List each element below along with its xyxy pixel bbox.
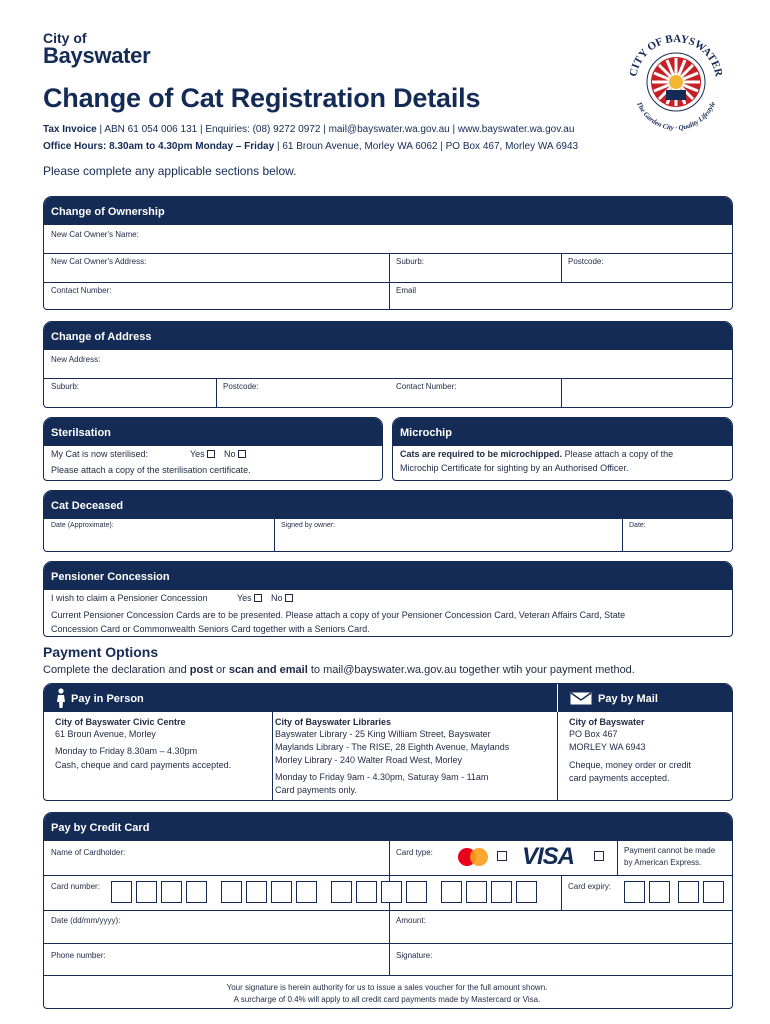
card-digit-box[interactable] bbox=[381, 881, 402, 903]
office-hours-label: Office Hours: 8.30am to 4.30pm Monday – Friday bbox=[43, 141, 275, 152]
deceased-section bbox=[43, 490, 733, 552]
card-digit-box[interactable] bbox=[221, 881, 242, 903]
amex-note-line1: Payment cannot be made bbox=[624, 846, 716, 855]
tax-info-line bbox=[43, 124, 574, 135]
card-digit-box[interactable] bbox=[466, 881, 487, 903]
payment-instr-post: post bbox=[189, 664, 213, 676]
deceased-title: Cat Deceased bbox=[44, 491, 732, 519]
sterilised-no-checkbox[interactable] bbox=[238, 450, 246, 458]
sterilised-yes-checkbox[interactable] bbox=[207, 450, 215, 458]
deceased-date-field[interactable] bbox=[45, 520, 273, 552]
office-hours-line bbox=[43, 141, 578, 152]
civic-centre-address: 61 Broun Avenue, Morley bbox=[55, 729, 156, 739]
microchip-line2: Microchip Certificate for sighting by an Authorised Officer. bbox=[400, 463, 629, 473]
card-digit-box[interactable] bbox=[331, 881, 352, 903]
envelope-icon bbox=[570, 692, 592, 705]
mail-payment-line2: card payments accepted. bbox=[569, 773, 670, 783]
intro-text: Please complete any applicable sections below. bbox=[43, 164, 297, 178]
sterilised-yes-label: Yes bbox=[190, 449, 205, 459]
payment-methods-section bbox=[43, 683, 733, 801]
office-address-text: | 61 Broun Avenue, Morley WA 6062 | PO Box 467, Morley WA 6943 bbox=[276, 141, 579, 152]
owner-address-label: New Cat Owner's Address: bbox=[51, 257, 147, 266]
pensioner-yes-checkbox[interactable] bbox=[254, 594, 262, 602]
mastercard-checkbox[interactable] bbox=[497, 851, 507, 861]
deceased-date2-field[interactable] bbox=[623, 520, 733, 552]
pensioner-yes-option[interactable] bbox=[237, 593, 262, 603]
signature-field[interactable] bbox=[390, 944, 733, 974]
card-digit-box[interactable] bbox=[136, 881, 157, 903]
owner-postcode-label: Postcode: bbox=[568, 257, 604, 266]
owner-email-label: Email bbox=[396, 286, 417, 295]
expiry-digit-box[interactable] bbox=[624, 881, 645, 903]
credit-card-title: Pay by Credit Card bbox=[44, 813, 732, 841]
microchip-section bbox=[392, 417, 733, 481]
microchip-line1 bbox=[400, 449, 673, 459]
pensioner-note-line2: Concession Card or Commonwealth Seniors Card together with a Seniors Card. bbox=[51, 624, 370, 634]
surcharge-note: A surcharge of 0.4% will apply to all credit card payments made by Mastercard or Visa. bbox=[233, 995, 541, 1004]
amount-label: Amount: bbox=[396, 916, 426, 925]
deceased-date-label: Date (Approximate): bbox=[51, 522, 114, 529]
card-digit-box[interactable] bbox=[491, 881, 512, 903]
address-suburb-label: Suburb: bbox=[51, 382, 80, 391]
deceased-date2-label: Date: bbox=[629, 522, 646, 529]
card-digit-box[interactable] bbox=[516, 881, 537, 903]
sterilisation-note: Please attach a copy of the sterilisation certificate. bbox=[51, 465, 251, 475]
date-label: Date (dd/mm/yyyy): bbox=[51, 916, 121, 925]
card-digit-box[interactable] bbox=[441, 881, 462, 903]
card-digit-box[interactable] bbox=[186, 881, 207, 903]
credit-card-section bbox=[43, 812, 733, 1009]
pay-in-person-title: Pay in Person bbox=[71, 693, 144, 705]
civic-centre-hours: Monday to Friday 8.30am – 4.30pm bbox=[55, 746, 198, 756]
address-postcode-contact-field[interactable] bbox=[217, 379, 560, 408]
pensioner-section bbox=[43, 561, 733, 637]
owner-contact-field[interactable] bbox=[45, 283, 388, 310]
person-icon bbox=[55, 688, 67, 708]
tax-invoice-label: Tax Invoice bbox=[43, 124, 97, 135]
pensioner-yes-label: Yes bbox=[237, 593, 252, 603]
microchip-required-text: Cats are required to be microchipped. bbox=[400, 449, 563, 459]
cardholder-label: Name of Cardholder: bbox=[51, 848, 126, 857]
expiry-digit-box[interactable] bbox=[649, 881, 670, 903]
libraries-hours: Monday to Friday 9am - 4.30pm, Saturay 9am - 11am bbox=[275, 772, 489, 782]
owner-email-field[interactable] bbox=[390, 283, 733, 310]
sterilised-question: My Cat is now sterilised: bbox=[51, 449, 149, 459]
pay-by-mail-title: Pay by Mail bbox=[598, 693, 658, 705]
deceased-signed-label: Signed by owner: bbox=[281, 522, 336, 529]
signature-authority-note: Your signature is herein authority for us to issue a sales voucher for the full amount shown. bbox=[226, 983, 548, 992]
sterilisation-title: Sterilsation bbox=[44, 418, 382, 446]
card-digit-box[interactable] bbox=[271, 881, 292, 903]
visa-logo-text: VISA bbox=[522, 843, 575, 870]
card-type-label: Card type: bbox=[396, 848, 433, 857]
library-maylands: Maylands Library - The RISE, 28 Eighth Avenue, Maylands bbox=[275, 742, 510, 752]
sterilisation-section bbox=[43, 417, 383, 481]
sterilised-yes-option[interactable] bbox=[190, 449, 215, 459]
expiry-digit-box[interactable] bbox=[678, 881, 699, 903]
owner-postcode-field[interactable] bbox=[562, 254, 733, 281]
card-digit-box[interactable] bbox=[356, 881, 377, 903]
pensioner-no-option[interactable] bbox=[271, 593, 293, 603]
page-title: Change of Cat Registration Details bbox=[43, 83, 481, 113]
card-number-label: Card number: bbox=[51, 882, 100, 891]
civic-centre-payment: Cash, cheque and card payments accepted. bbox=[55, 760, 232, 770]
libraries-title: City of Bayswater Libraries bbox=[275, 717, 392, 727]
address-extra-field[interactable] bbox=[562, 379, 733, 408]
phone-label: Phone number: bbox=[51, 951, 106, 960]
address-section bbox=[43, 321, 733, 408]
sterilised-no-option[interactable] bbox=[224, 449, 246, 459]
library-bayswater: Bayswater Library - 25 King William Street, Bayswater bbox=[275, 729, 491, 739]
seal-bottom-text: The Garden City · Quality Lifestyle bbox=[634, 100, 718, 133]
owner-suburb-field[interactable] bbox=[390, 254, 560, 281]
seal-top-text: CITY OF BAYSWATER bbox=[627, 32, 725, 78]
library-morley: Morley Library - 240 Walter Road West, Morley bbox=[275, 755, 463, 765]
logo-bayswater-text: Bayswater bbox=[43, 43, 151, 68]
pensioner-no-checkbox[interactable] bbox=[285, 594, 293, 602]
ownership-title: Change of Ownership bbox=[44, 197, 732, 225]
logo-city-text: City of bbox=[43, 30, 87, 46]
address-suburb-field[interactable] bbox=[45, 379, 215, 408]
payment-instr-b: to mail@bayswater.wa.gov.au together wtih your payment method. bbox=[307, 664, 635, 676]
libraries-payment: Card payments only. bbox=[275, 785, 357, 795]
mail-title: City of Bayswater bbox=[569, 717, 645, 727]
visa-checkbox[interactable] bbox=[594, 851, 604, 861]
card-digit-box[interactable] bbox=[246, 881, 267, 903]
owner-address-field[interactable] bbox=[45, 254, 388, 281]
card-digit-box[interactable] bbox=[111, 881, 132, 903]
payment-instr-or: or bbox=[213, 664, 229, 676]
payment-instructions bbox=[43, 664, 635, 676]
mail-payment-line1: Cheque, money order or credit bbox=[569, 760, 692, 770]
signature-label: Signature: bbox=[396, 951, 433, 960]
amount-field[interactable] bbox=[390, 911, 733, 942]
card-digit-box[interactable] bbox=[406, 881, 427, 903]
owner-suburb-label: Suburb: bbox=[396, 257, 425, 266]
ownership-section bbox=[43, 196, 733, 310]
payment-instr-scan: scan and email bbox=[228, 664, 308, 676]
pensioner-note-line1: Current Pensioner Concession Cards are to be presented. Please attach a copy of your Pensioner Concession Card, Veteran Affairs Card, State bbox=[51, 610, 626, 620]
address-contact-label: Contact Number: bbox=[396, 382, 457, 391]
tax-info-text: | ABN 61 054 006 131 | Enquiries: (08) 9272 0972 | mail@bayswater.wa.gov.au | www.bayswater.wa.gov.au bbox=[99, 124, 575, 135]
payment-options-title: Payment Options bbox=[43, 644, 159, 660]
pensioner-title: Pensioner Concession bbox=[44, 562, 732, 590]
microchip-attach-text: Please attach a copy of the bbox=[564, 449, 674, 459]
card-digit-box[interactable] bbox=[296, 881, 317, 903]
owner-contact-label: Contact Number: bbox=[51, 286, 112, 295]
microchip-title: Microchip bbox=[393, 418, 732, 446]
city-seal-logo bbox=[622, 26, 730, 134]
card-expiry-label: Card expiry: bbox=[568, 882, 612, 891]
date-field[interactable] bbox=[45, 911, 388, 942]
mastercard-icon bbox=[455, 847, 491, 867]
owner-name-field[interactable] bbox=[45, 226, 733, 252]
card-digit-box[interactable] bbox=[161, 881, 182, 903]
phone-field[interactable] bbox=[45, 944, 388, 974]
address-title: Change of Address bbox=[44, 322, 732, 350]
new-address-label: New Address: bbox=[51, 355, 101, 364]
sterilised-no-label: No bbox=[224, 449, 236, 459]
address-postcode-label: Postcode: bbox=[223, 382, 259, 391]
mail-po-box: PO Box 467 bbox=[569, 729, 618, 739]
pensioner-question: I wish to claim a Pensioner Concession bbox=[51, 593, 208, 603]
new-address-field[interactable] bbox=[45, 351, 733, 377]
expiry-digit-box[interactable] bbox=[703, 881, 724, 903]
mail-suburb: MORLEY WA 6943 bbox=[569, 742, 646, 752]
deceased-signature-field[interactable] bbox=[275, 520, 621, 552]
pensioner-no-label: No bbox=[271, 593, 283, 603]
payment-instr-a: Complete the declaration and bbox=[43, 664, 190, 676]
cardholder-field[interactable] bbox=[45, 842, 388, 874]
civic-centre-title: City of Bayswater Civic Centre bbox=[55, 717, 186, 727]
owner-name-label: New Cat Owner's Name: bbox=[51, 230, 139, 239]
amex-note-line2: by American Express. bbox=[624, 858, 702, 867]
